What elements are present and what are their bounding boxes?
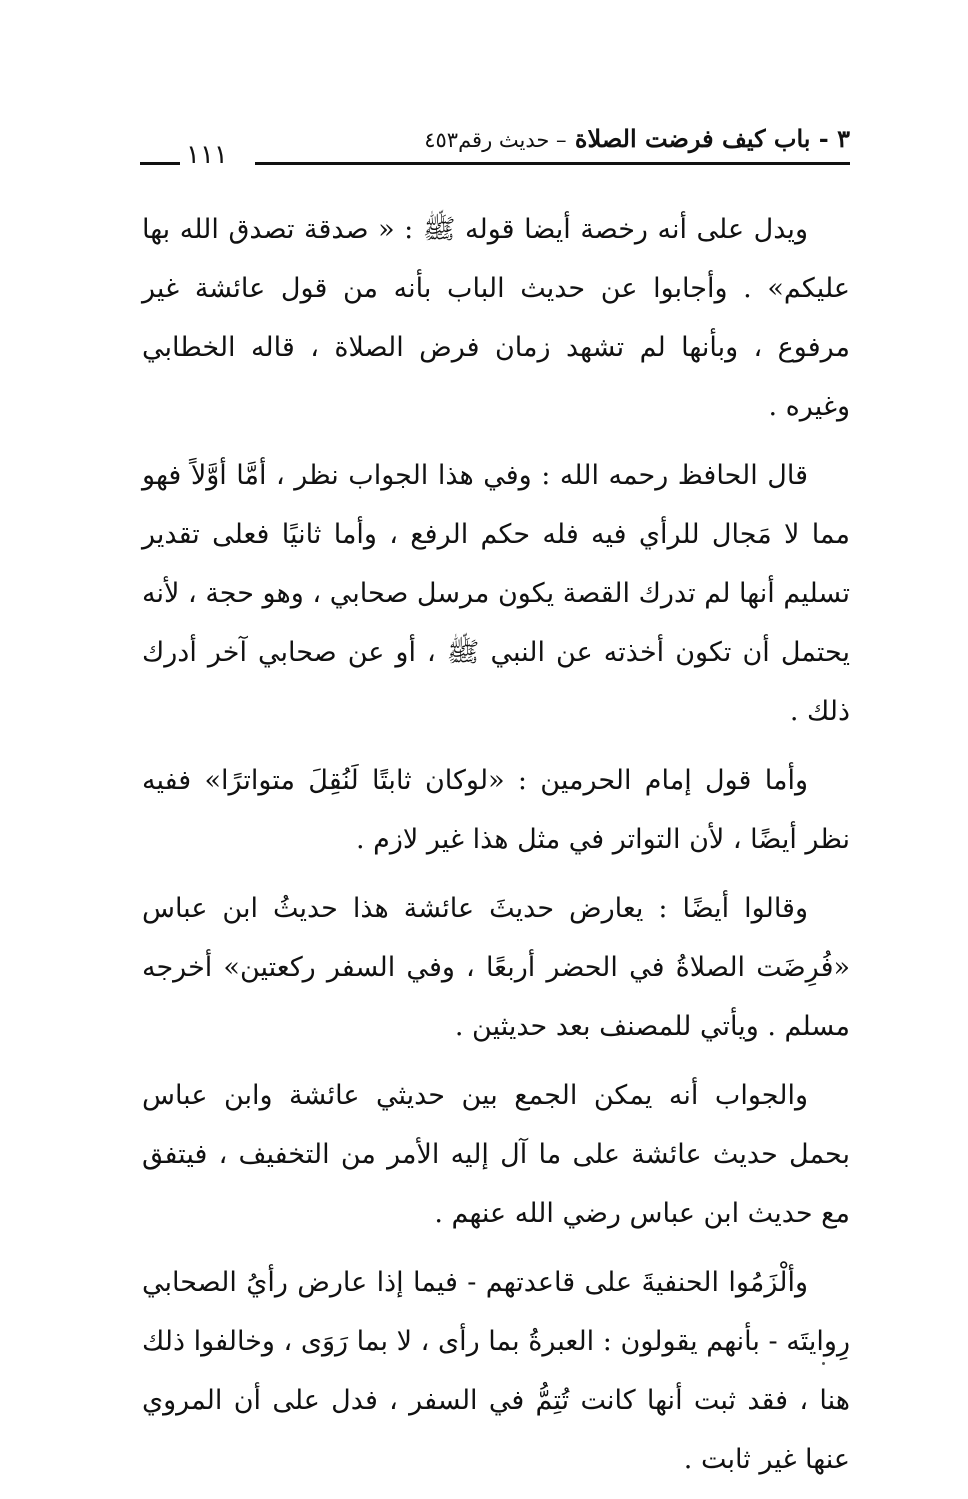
header-rule-short (140, 162, 180, 165)
page-header (140, 118, 850, 174)
paragraph-5: والجواب أنه يمكن الجمع بين حديثي عائشة وابن عباس بحمل حديث عائشة على ما آل إليه الأمر من التخفيف ، فيتفق مع حديث ابن عباس رضي الله عنهم . (142, 1080, 850, 1229)
chapter-title: ٣ - باب كيف فرضت الصلاة (574, 124, 850, 153)
chapter-heading (424, 124, 850, 153)
paragraph-6: وألْزَمُوا الحنفيةَ على قاعدتهم - فيما إذا عارض رأيُ الصحابي رِوايتَه - بأنهم يقولون : العبرةُ بما رأى ، لا بما رَوَى ، وخالفوا ذلك هنا ، فقد ثبت أنها كانت تُتِمُّ في السفر ، فدل على أن المروي عنها غير ثابت . (142, 1267, 850, 1475)
page-number: ١١١ (186, 140, 228, 170)
paragraph-2: قال الحافظ رحمه الله : وفي هذا الجواب نظر ، أمَّا أوَّلاً فهو مما لا مَجال للرأي فيه فله حكم الرفع ، وأما ثانيًا فعلى تقدير تسليم أنها لم تدرك القصة يكون مرسل صحابي ، وهو حجة ، لأنه يحتمل أن تكون أخذته عن النبي ﷺ ، أو عن صحابي آخر أدرك ذلك . (142, 460, 850, 727)
header-rule (255, 162, 850, 165)
paragraph-3: وأما قول إمام الحرمين : «لوكان ثابتًا لَنُقِلَ متواترًا» ففيه نظر أيضًا ، لأن التواتر في مثل هذا غير لازم . (142, 765, 850, 855)
paragraph-4: وقالوا أيضًا : يعارض حديثَ عائشة هذا حديثُ ابن عباس «فُرِضَت الصلاةُ في الحضر أربعًا ، وفي السفر ركعتين» أخرجه مسلم . ويأتي للمصنف بعد حديثين . (142, 893, 850, 1042)
paragraph-1: ويدل على أنه رخصة أيضا قوله ﷺ : « صدقة تصدق الله بها عليكم» . وأجابوا عن حديث الباب بأنه من قول عائشة غير مرفوع ، وبأنها لم تشهد زمان فرض الصلاة ، قاله الخطابي وغيره . (142, 214, 850, 422)
scan-speck (822, 1362, 825, 1365)
hadith-number: – حديث رقم٤٥٣ (424, 128, 567, 152)
body-text (142, 200, 850, 1499)
